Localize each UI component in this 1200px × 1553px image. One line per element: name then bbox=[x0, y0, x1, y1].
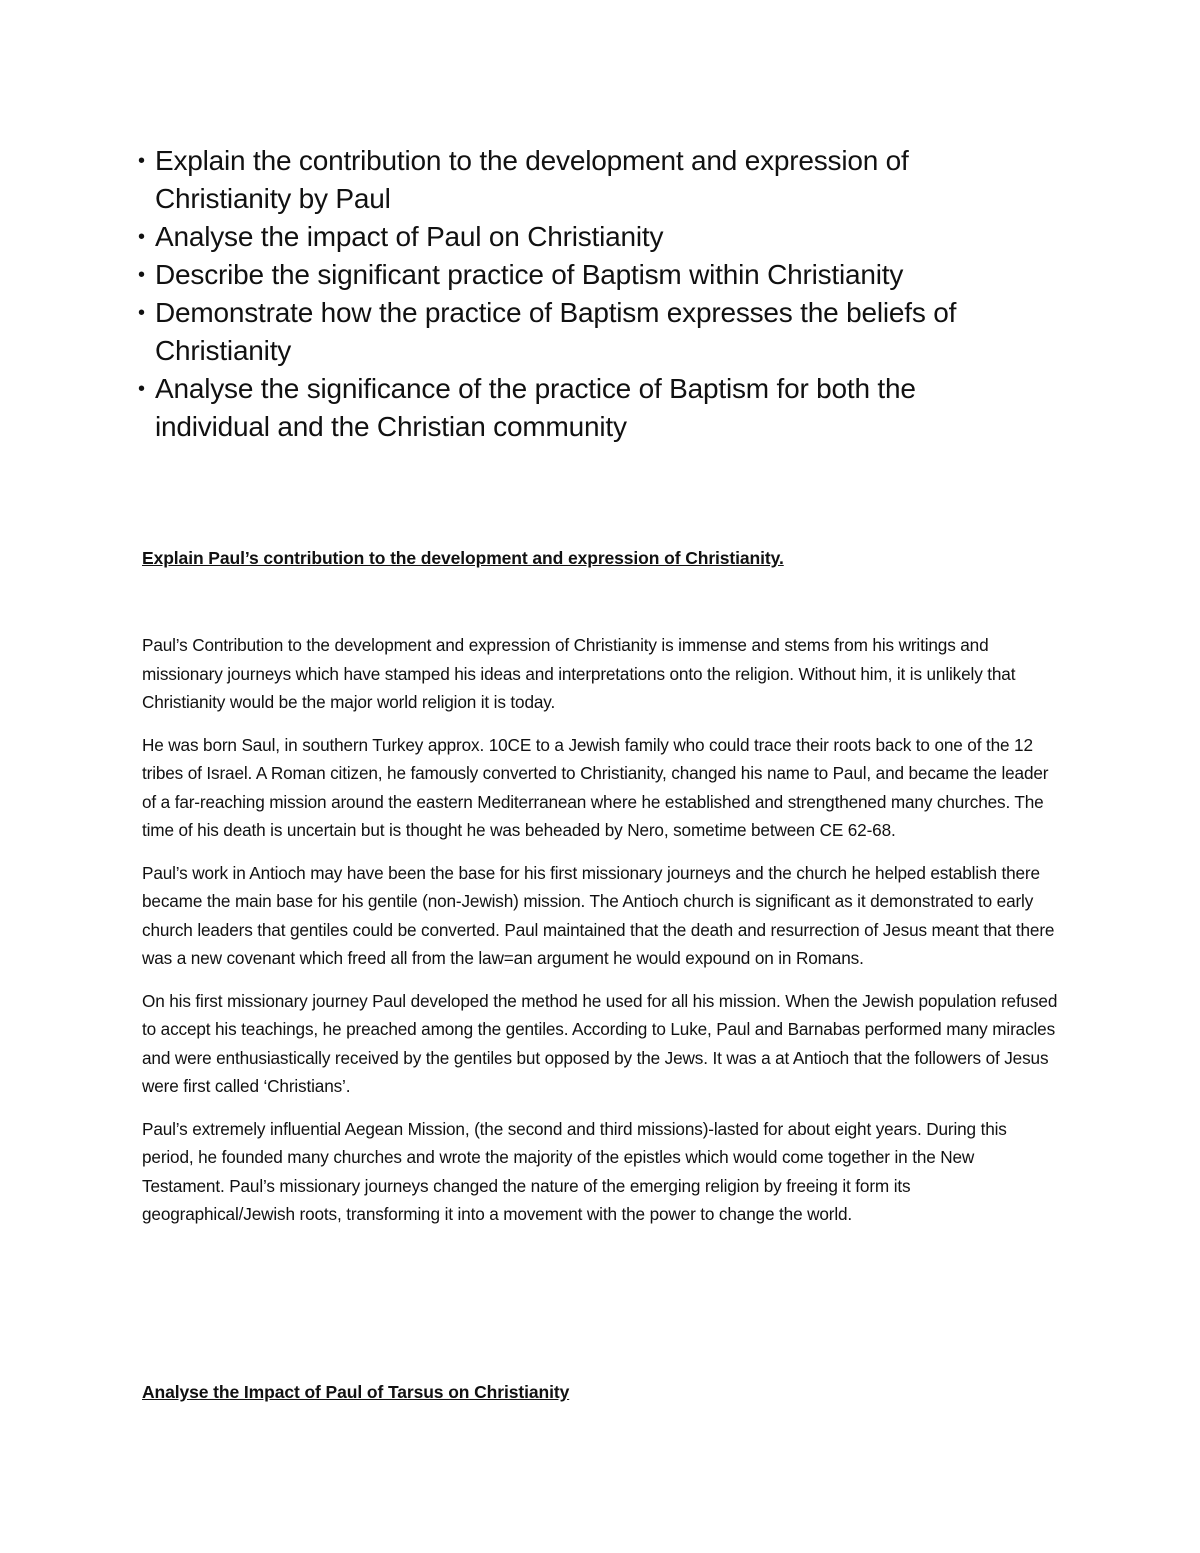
body-paragraph: He was born Saul, in southern Turkey approx. 10CE to a Jewish family who could trace their roots back to one of the 12 tribes of Israel. A Roman citizen, he famously converted to Christianity, changed his name to Paul, and became the leader of a far-reaching mission around the eastern Mediterranean where he established and strengthened many churches. The time of his death is uncertain but is thought he was beheaded by Nero, sometime between CE 62-68. bbox=[142, 734, 1049, 840]
objective-text: Describe the significant practice of Baptism within Christianity bbox=[155, 259, 904, 290]
objective-item bbox=[138, 294, 1038, 370]
bullet-icon: • bbox=[138, 226, 145, 248]
objective-item bbox=[138, 218, 1038, 256]
section-heading: Analyse the Impact of Paul of Tarsus on Christianity bbox=[142, 1382, 570, 1402]
bullet-icon: • bbox=[138, 302, 145, 324]
objective-item bbox=[138, 256, 1038, 294]
objective-item bbox=[138, 370, 1038, 446]
objective-text: Demonstrate how the practice of Baptism expresses the beliefs of Christianity bbox=[155, 297, 957, 366]
section-paul-contribution bbox=[142, 546, 1060, 570]
body-paragraph: Paul’s work in Antioch may have been the base for his first missionary journeys and the church he helped establish there became the main base for his gentile (non-Jewish) mission. The Antioch church is significant as it demonstrated to early church leaders that gentiles could be converted. Paul maintained that the death and resurrection of Jesus meant that there was a new covenant which freed all from the law=an argument he would expound on in Romans. bbox=[142, 862, 1055, 968]
objective-text: Analyse the significance of the practice of Baptism for both the individual and the Christian community bbox=[155, 373, 916, 442]
learning-objectives-list bbox=[138, 142, 1038, 446]
body-paragraph: Paul’s Contribution to the development and expression of Christianity is immense and stems from his writings and missionary journeys which have stamped his ideas and interpretations onto the religion. Without him, it is unlikely that Christianity would be the major world religion it is today. bbox=[142, 635, 1016, 712]
bullet-icon: • bbox=[138, 378, 145, 400]
section-paul-impact bbox=[142, 1380, 1060, 1404]
objective-item bbox=[138, 142, 1038, 218]
bullet-icon: • bbox=[138, 150, 145, 172]
section-heading: Explain Paul’s contribution to the development and expression of Christianity. bbox=[142, 548, 784, 568]
objective-text: Analyse the impact of Paul on Christianity bbox=[155, 221, 664, 252]
section-paul-contribution-body bbox=[142, 631, 1060, 1243]
body-paragraph: On his first missionary journey Paul developed the method he used for all his mission. When the Jewish population refused to accept his teachings, he preached among the gentiles. According to Luke, Paul and Barnabas performed many miracles and were enthusiastically received by the gentiles but opposed by the Jews. It was a at Antioch that the followers of Jesus were first called ‘Christians’. bbox=[142, 990, 1058, 1096]
body-paragraph: Paul’s extremely influential Aegean Mission, (the second and third missions)-lasted for about eight years. During this period, he founded many churches and wrote the majority of the epistles which would come together in the New Testament. Paul’s missionary journeys changed the nature of the emerging religion by freeing it form its geographical/Jewish roots, transforming it into a movement with the power to change the world. bbox=[142, 1118, 1007, 1224]
objective-text: Explain the contribution to the development and expression of Christianity by Paul bbox=[155, 145, 909, 214]
bullet-icon: • bbox=[138, 264, 145, 286]
